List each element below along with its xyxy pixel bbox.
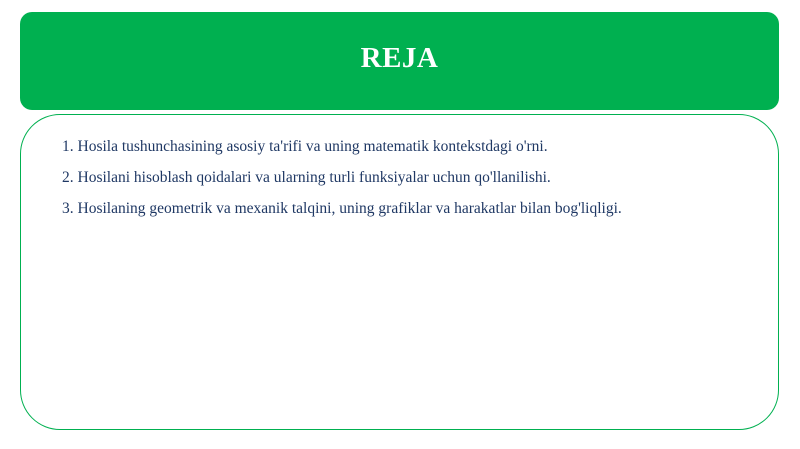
title-banner [20,12,779,110]
plan-item-2: 2. Hosilani hisoblash qoidalari va ularning turli funksiyalar uchun qo'llanilishi. [62,169,551,186]
plan-item-1: 1. Hosila tushunchasining asosiy ta'rifi va uning matematik kontekstdagi o'rni. [62,138,548,155]
page-title: REJA [360,41,439,74]
content-panel [20,114,779,430]
plan-list [62,137,748,230]
plan-item-3: 3. Hosilaning geometrik va mexanik talqini, uning grafiklar va harakatlar bilan bog'liqligi. [62,200,622,217]
